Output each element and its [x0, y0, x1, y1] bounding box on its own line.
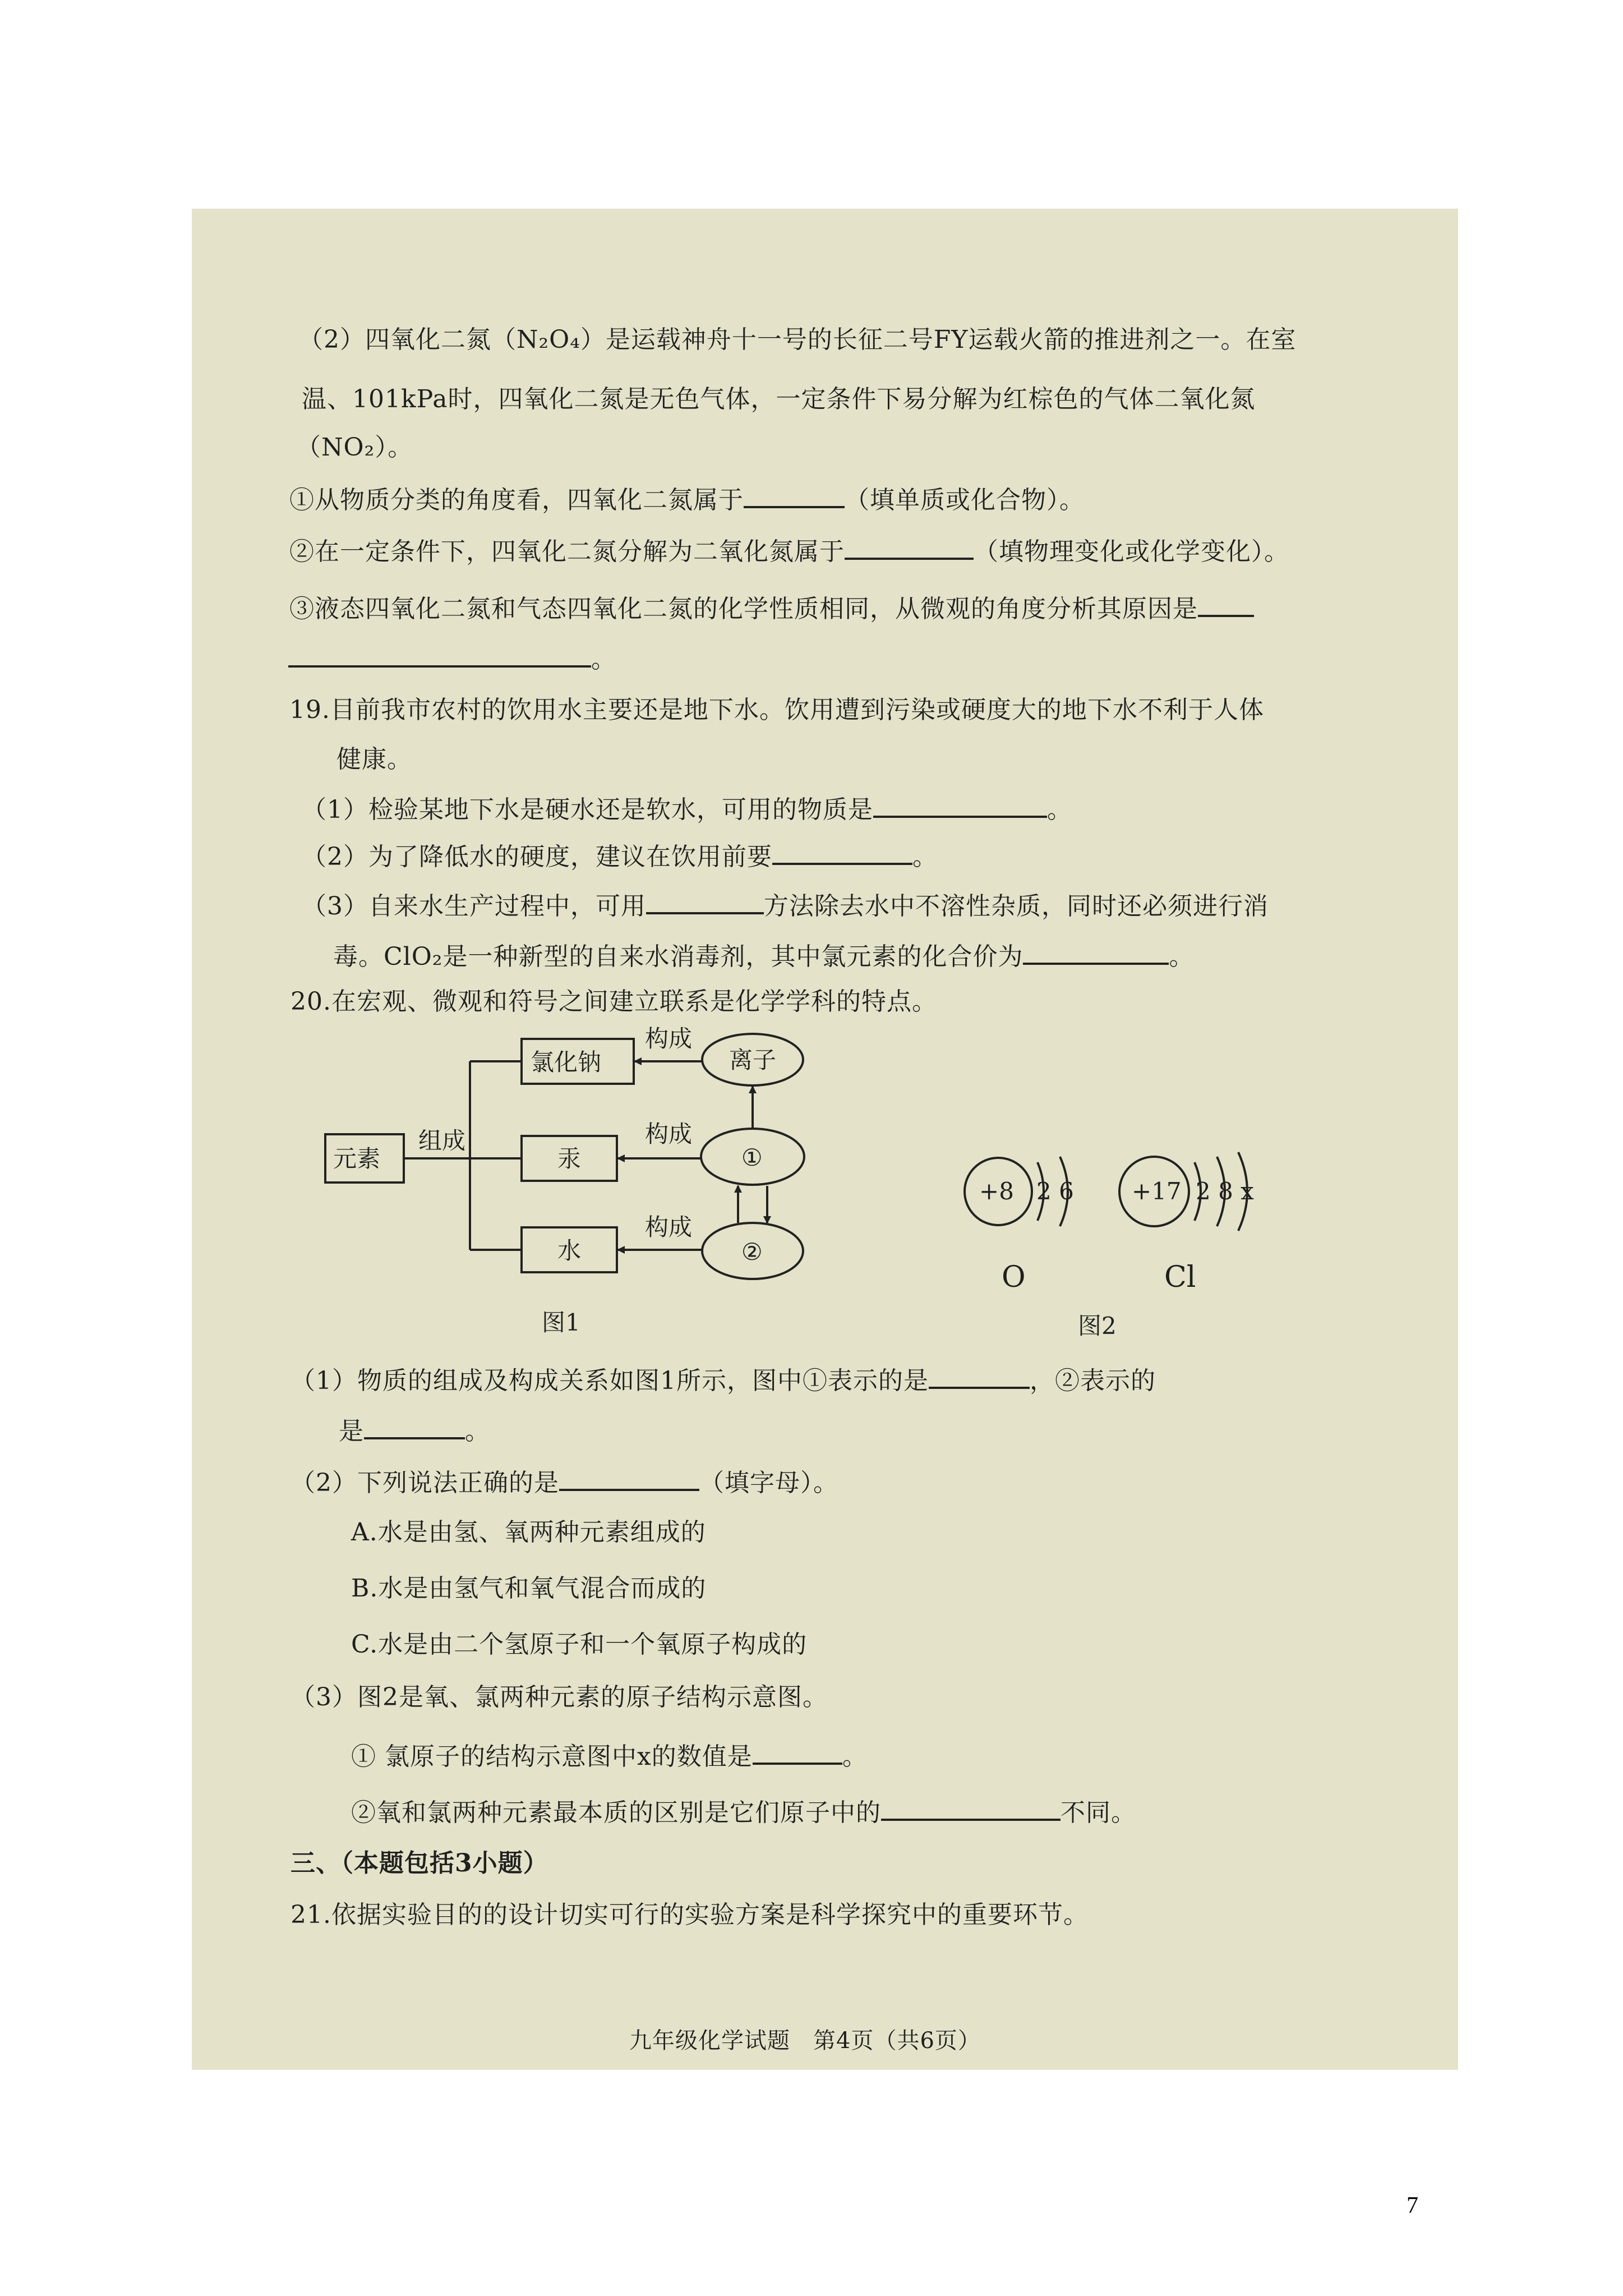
figure-1-diagram [192, 209, 1458, 2070]
q18-sub1: ①从物质分类的角度看，四氧化二氮属于 （填单质或化合物）。 [289, 486, 1085, 514]
section3-heading: 三、（本题包括3小题） [291, 1849, 548, 1878]
q19-part1: （1）检验某地下水是硬水还是软水，可用的物质是 。 [302, 795, 1072, 824]
answer-blank[interactable] [559, 1467, 699, 1491]
q18-intro-line2: 温、101kPa时，四氧化二氮是无色气体，一定条件下易分解为红棕色的气体二氧化氮 [302, 385, 1256, 413]
chlorine-nucleus-label: +17 [1132, 1177, 1182, 1205]
q20-stem: 20.在宏观、微观和符号之间建立联系是化学学科的特点。 [291, 987, 937, 1016]
build-label-mid: 构成 [645, 1120, 693, 1148]
q21-stem: 21.依据实验目的的设计切实可行的实验方案是科学探究中的重要环节。 [291, 1901, 1089, 1929]
q20-option-a: A.水是由氢、氧两种元素组成的 [351, 1518, 706, 1547]
answer-blank[interactable] [364, 1416, 465, 1439]
water-label: 水 [557, 1237, 582, 1264]
q20-option-b: B.水是由氢气和氧气混合而成的 [351, 1574, 707, 1603]
answer-blank[interactable] [881, 1797, 1061, 1821]
figure-1-caption: 图1 [542, 1309, 580, 1336]
q18-sub2: ②在一定条件下，四氧化二氮分解为二氧化氮属于 （填物理变化或化学变化）。 [289, 537, 1289, 566]
q19-part3-line2: 毒。ClO₂是一种新型的自来水消毒剂，其中氯元素的化合价为 。 [333, 942, 1195, 971]
oxygen-shells: 2 6 [1036, 1177, 1074, 1205]
page-number: 7 [1407, 2193, 1418, 2219]
q19-stem-line2: 健康。 [336, 745, 412, 774]
exam-footer: 九年级化学试题 第4页（共6页） [629, 2028, 981, 2054]
q20-option-c: C.水是由二个氢原子和一个氧原子构成的 [351, 1630, 808, 1659]
particle-2-label: ② [741, 1238, 763, 1266]
chlorine-symbol: Cl [1164, 1260, 1196, 1294]
nacl-label: 氯化钠 [531, 1048, 602, 1076]
q19-part3: （3）自来水生产过程中，可用 方法除去水中不溶性杂质，同时还必须进行消 [302, 892, 1269, 921]
oxygen-symbol: O [1002, 1260, 1026, 1294]
q20-part3-b: ②氧和氯两种元素最本质的区别是它们原子中的 不同。 [351, 1798, 1136, 1827]
q18-intro-line1: （2）四氧化二氮（N₂O₄）是运载神舟十一号的长征二号FY运载火箭的推进剂之一。在室 [298, 325, 1297, 354]
mercury-label: 汞 [557, 1145, 582, 1172]
q20-part2: （2）下列说法正确的是 （填字母）。 [291, 1469, 838, 1497]
chlorine-shells: 2 8 x [1196, 1177, 1254, 1205]
q20-part3-a: ① 氯原子的结构示意图中x的数值是 。 [351, 1742, 868, 1771]
q20-part1-line2: 是 。 [339, 1417, 490, 1446]
q20-part3: （3）图2是氧、氯两种元素的原子结构示意图。 [291, 1683, 828, 1711]
element-label: 元素 [333, 1145, 381, 1172]
build-label-top: 构成 [645, 1025, 693, 1052]
q18-sub3-line2: 。 [288, 644, 616, 672]
q19-stem-line1: 19.目前我市农村的饮用水主要还是地下水。饮用遭到污染或硬度大的地下水不利于人体 [289, 696, 1264, 724]
oxygen-nucleus-label: +8 [979, 1177, 1014, 1205]
compose-label: 组成 [418, 1127, 466, 1154]
build-label-bot: 构成 [645, 1213, 693, 1241]
figure-2-caption: 图2 [1078, 1312, 1117, 1340]
exam-page-photo [192, 209, 1458, 2070]
q18-intro-line3: （NO₂）。 [296, 433, 413, 462]
answer-blank[interactable] [753, 1741, 842, 1765]
q18-sub3: ③液态四氧化二氮和气态四氧化二氮的化学性质相同，从微观的角度分析其原因是 [289, 593, 1254, 622]
q20-part1: （1）物质的组成及构成关系如图1所示，图中①表示的是 ，②表示的 [291, 1366, 1156, 1395]
particle-1-label: ① [741, 1144, 763, 1171]
ion-label: 离子 [729, 1046, 777, 1074]
answer-blank[interactable] [929, 1365, 1030, 1389]
q19-part2: （2）为了降低水的硬度，建议在饮用前要 。 [302, 843, 938, 871]
